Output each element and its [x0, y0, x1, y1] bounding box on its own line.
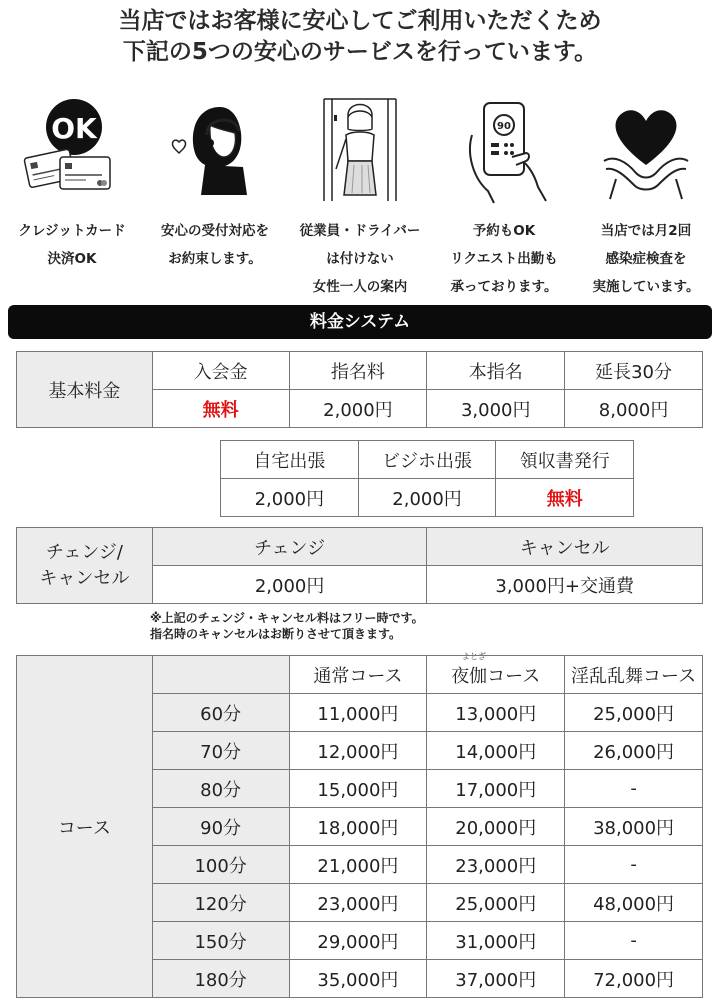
basic-fee-value: 8,000円 — [565, 390, 703, 428]
table-row: 60分 11,000円 13,000円 25,000円 — [17, 694, 703, 732]
table-row: 70分 12,000円 14,000円 26,000円 — [17, 732, 703, 770]
feature-label: クレジットカード 決済OK — [18, 223, 126, 267]
basic-fee-value: 無料 — [152, 390, 289, 428]
feature-reception — [145, 95, 285, 300]
headline — [0, 6, 720, 68]
feature-label: 従業員・ドライバー は付けない 女性一人の案内 — [299, 223, 421, 295]
headline-line2: 下記の5つの安心のサービスを行っています。 — [122, 39, 598, 65]
cancel-header: キャンセル — [427, 528, 703, 566]
features-row — [0, 95, 720, 300]
basic-fee-label: 基本料金 — [17, 352, 153, 428]
ok-badge-text: OK — [51, 112, 97, 145]
feature-label: 安心の受付対応を お約束します。 — [161, 223, 269, 267]
feature-no-staff — [290, 95, 430, 300]
headline-line1: 当店ではお客様に安心してご利用いただくため — [118, 8, 602, 34]
travel-fee-value: 無料 — [496, 479, 634, 517]
feature-health-check — [576, 95, 716, 300]
feature-reservation — [434, 95, 574, 300]
basic-fee-value: 2,000円 — [289, 390, 427, 428]
basic-fee-value: 3,000円 — [427, 390, 565, 428]
course-label: コース — [17, 656, 153, 998]
travel-fee-header: 自宅出張 — [221, 441, 359, 479]
table-row: 150分 29,000円 31,000円 - — [17, 922, 703, 960]
feature-label: 当店では月2回 感染症検査を 実施しています。 — [592, 223, 700, 295]
table-row: 100分 21,000円 23,000円 - — [17, 846, 703, 884]
change-cancel-label: チェンジ/ キャンセル — [17, 528, 153, 604]
heart-in-hands-icon — [596, 95, 696, 205]
phone-badge-text: 90 — [497, 121, 511, 132]
travel-fee-table — [220, 440, 634, 517]
change-header: チェンジ — [152, 528, 427, 566]
cancel-value: 3,000円+交通費 — [427, 566, 703, 604]
course-header: 通常コース — [289, 656, 427, 694]
basic-fee-header: 指名料 — [289, 352, 427, 390]
cancel-note: ※上記のチェンジ・キャンセル料はフリー時です。 指名時のキャンセルはお断りさせて頂きます。 — [150, 611, 424, 641]
table-row: 120分 23,000円 25,000円 48,000円 — [17, 884, 703, 922]
basic-fee-header: 本指名 — [427, 352, 565, 390]
travel-fee-header: 領収書発行 — [496, 441, 634, 479]
travel-fee-value: 2,000円 — [221, 479, 359, 517]
yotogi-ruby: よとぎ — [462, 652, 486, 661]
travel-fee-value: 2,000円 — [358, 479, 496, 517]
woman-at-door-icon — [310, 95, 410, 205]
smartphone-reservation-icon — [454, 95, 554, 205]
course-header: 夜伽コース — [427, 656, 565, 694]
change-value: 2,000円 — [152, 566, 427, 604]
basic-fee-header: 入会金 — [152, 352, 289, 390]
basic-fee-table — [16, 351, 703, 428]
feature-label: 予約もOK リクエスト出勤も 承っております。 — [450, 223, 558, 295]
change-cancel-table — [16, 527, 703, 604]
credit-card-ok-icon — [22, 95, 122, 205]
feature-credit-card — [2, 95, 142, 300]
table-row: 80分 15,000円 17,000円 - — [17, 770, 703, 808]
course-header: 淫乱乱舞コース — [565, 656, 703, 694]
basic-fee-header: 延長30分 — [565, 352, 703, 390]
table-row: 180分 35,000円 37,000円 72,000円 — [17, 960, 703, 998]
travel-fee-header: ビジホ出張 — [358, 441, 496, 479]
course-table — [16, 655, 703, 998]
section-title-bar: 料金システム — [8, 305, 712, 339]
course-corner — [152, 656, 289, 694]
table-row: 90分 18,000円 20,000円 38,000円 — [17, 808, 703, 846]
headset-operator-icon — [165, 95, 265, 205]
